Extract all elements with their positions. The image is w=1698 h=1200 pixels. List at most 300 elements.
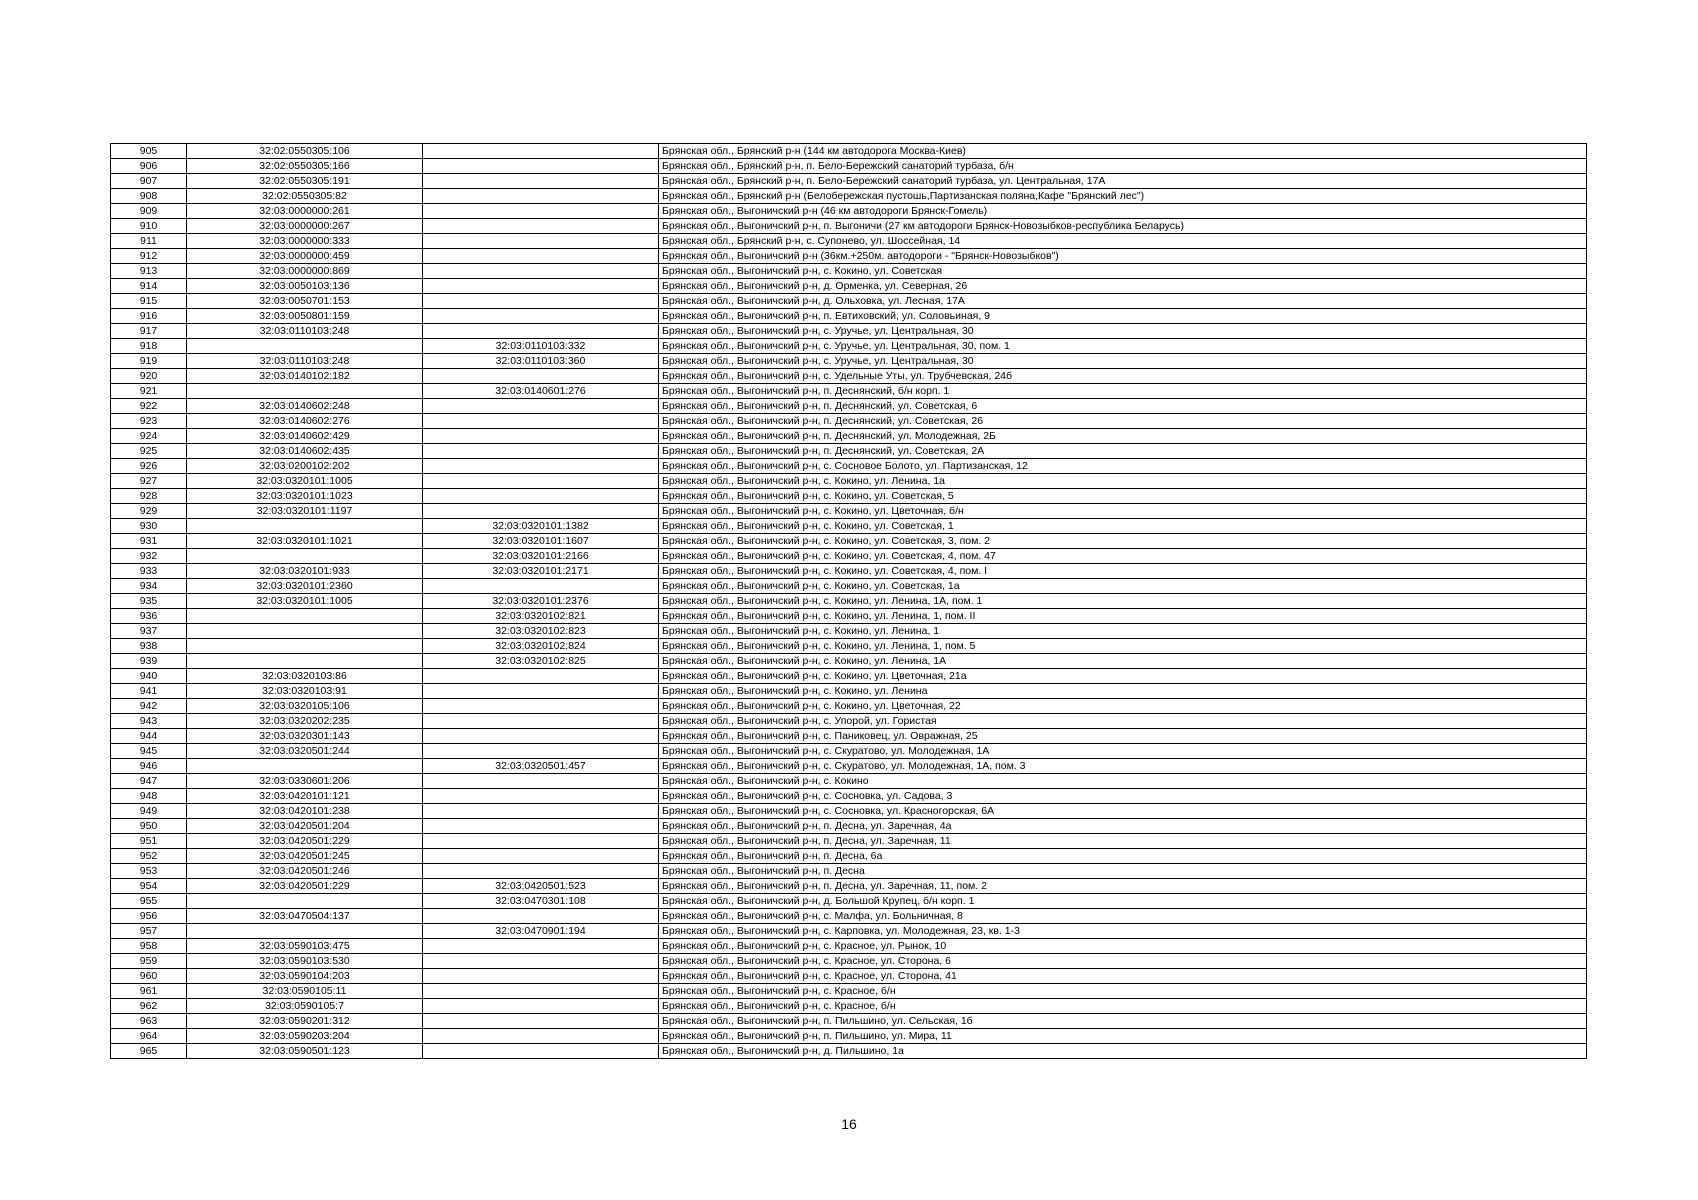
registry-table-body xyxy=(111,144,1587,1059)
cadastral-number-cell: 32:03:0000000:261 xyxy=(187,204,423,219)
row-number-cell: 947 xyxy=(111,774,187,789)
row-number-cell: 925 xyxy=(111,444,187,459)
table-row xyxy=(111,654,1587,669)
table-row xyxy=(111,699,1587,714)
row-number-cell: 934 xyxy=(111,579,187,594)
address-cell: Брянская обл., Выгоничский р-н, с. Кокино, ул. Ленина, 1 xyxy=(659,624,1587,639)
object-number-cell xyxy=(423,1044,659,1059)
cadastral-number-cell: 32:03:0320301:143 xyxy=(187,729,423,744)
cadastral-number-cell xyxy=(187,624,423,639)
address-cell: Брянская обл., Выгоничский р-н, с. Сосновка, ул. Садова, 3 xyxy=(659,789,1587,804)
cadastral-number-cell: 32:03:0590103:475 xyxy=(187,939,423,954)
address-cell: Брянская обл., Выгоничский р-н, с. Кокино xyxy=(659,774,1587,789)
address-cell: Брянская обл., Выгоничский р-н, с. Красное, б/н xyxy=(659,999,1587,1014)
address-cell: Брянская обл., Выгоничский р-н, п. Деснянский, ул. Советская, 2А xyxy=(659,444,1587,459)
cadastral-number-cell xyxy=(187,924,423,939)
address-cell: Брянская обл., Выгоничский р-н, с. Кокино, ул. Советская, 3, пом. 2 xyxy=(659,534,1587,549)
address-cell: Брянская обл., Выгоничский р-н, п. Деснянский, б/н корп. 1 xyxy=(659,384,1587,399)
row-number-cell: 935 xyxy=(111,594,187,609)
object-number-cell xyxy=(423,204,659,219)
table-row xyxy=(111,819,1587,834)
cadastral-number-cell: 32:03:0320103:91 xyxy=(187,684,423,699)
object-number-cell xyxy=(423,699,659,714)
object-number-cell: 32:03:0420501:523 xyxy=(423,879,659,894)
table-row xyxy=(111,729,1587,744)
address-cell: Брянская обл., Выгоничский р-н, п. Десна, 6а xyxy=(659,849,1587,864)
table-row xyxy=(111,474,1587,489)
cadastral-number-cell: 32:03:0590105:7 xyxy=(187,999,423,1014)
address-cell: Брянская обл., Выгоничский р-н, п. Деснянский, ул. Советская, 6 xyxy=(659,399,1587,414)
address-cell: Брянская обл., Выгоничский р-н, с. Кокино, ул. Ленина, 1, пом. II xyxy=(659,609,1587,624)
object-number-cell xyxy=(423,744,659,759)
row-number-cell: 945 xyxy=(111,744,187,759)
object-number-cell xyxy=(423,429,659,444)
cadastral-number-cell xyxy=(187,339,423,354)
address-cell: Брянская обл., Выгоничский р-н, с. Кокино, ул. Советская, 5 xyxy=(659,489,1587,504)
table-row xyxy=(111,789,1587,804)
address-cell: Брянская обл., Выгоничский р-н, п. Выгоничи (27 км автодороги Брянск-Новозыбков-республика Беларусь) xyxy=(659,219,1587,234)
row-number-cell: 909 xyxy=(111,204,187,219)
table-row xyxy=(111,414,1587,429)
cadastral-number-cell: 32:03:0140602:435 xyxy=(187,444,423,459)
row-number-cell: 961 xyxy=(111,984,187,999)
object-number-cell xyxy=(423,804,659,819)
row-number-cell: 937 xyxy=(111,624,187,639)
address-cell: Брянская обл., Выгоничский р-н, с. Кокино, ул. Советская, 4, пом. 47 xyxy=(659,549,1587,564)
table-row xyxy=(111,264,1587,279)
cadastral-number-cell: 32:03:0320101:1021 xyxy=(187,534,423,549)
object-number-cell xyxy=(423,1014,659,1029)
address-cell: Брянская обл., Брянский р-н, с. Супонево, ул. Шоссейная, 14 xyxy=(659,234,1587,249)
address-cell: Брянская обл., Выгоничский р-н, с. Кокино, ул. Цветочная, 21а xyxy=(659,669,1587,684)
table-row xyxy=(111,984,1587,999)
address-cell: Брянская обл., Выгоничский р-н, д. Пильшино, 1а xyxy=(659,1044,1587,1059)
table-row xyxy=(111,279,1587,294)
table-row xyxy=(111,444,1587,459)
cadastral-number-cell: 32:03:0110103:248 xyxy=(187,354,423,369)
object-number-cell xyxy=(423,684,659,699)
address-cell: Брянская обл., Выгоничский р-н, п. Десна xyxy=(659,864,1587,879)
row-number-cell: 941 xyxy=(111,684,187,699)
row-number-cell: 963 xyxy=(111,1014,187,1029)
cadastral-number-cell: 32:03:0140602:276 xyxy=(187,414,423,429)
cadastral-number-cell: 32:03:0420501:204 xyxy=(187,819,423,834)
row-number-cell: 905 xyxy=(111,144,187,159)
cadastral-number-cell: 32:03:0200102:202 xyxy=(187,459,423,474)
address-cell: Брянская обл., Выгоничский р-н, с. Уручье, ул. Центральная, 30 xyxy=(659,324,1587,339)
address-cell: Брянская обл., Выгоничский р-н, с. Кокино, ул. Ленина xyxy=(659,684,1587,699)
table-row xyxy=(111,549,1587,564)
address-cell: Брянская обл., Выгоничский р-н, с. Красное, ул. Рынок, 10 xyxy=(659,939,1587,954)
object-number-cell xyxy=(423,834,659,849)
table-row xyxy=(111,219,1587,234)
table-row xyxy=(111,564,1587,579)
cadastral-number-cell: 32:03:0320103:86 xyxy=(187,669,423,684)
cadastral-number-cell: 32:03:0000000:459 xyxy=(187,249,423,264)
cadastral-number-cell: 32:03:0590105:11 xyxy=(187,984,423,999)
table-row xyxy=(111,339,1587,354)
row-number-cell: 911 xyxy=(111,234,187,249)
address-cell: Брянская обл., Выгоничский р-н, с. Красное, ул. Сторона, 6 xyxy=(659,954,1587,969)
cadastral-number-cell: 32:03:0420501:229 xyxy=(187,834,423,849)
cadastral-number-cell: 32:03:0000000:869 xyxy=(187,264,423,279)
table-row xyxy=(111,369,1587,384)
table-row xyxy=(111,519,1587,534)
address-cell: Брянская обл., Выгоничский р-н, с. Упорой, ул. Гористая xyxy=(659,714,1587,729)
address-cell: Брянская обл., Выгоничский р-н, с. Кокино, ул. Советская xyxy=(659,264,1587,279)
cadastral-number-cell: 32:03:0050701:153 xyxy=(187,294,423,309)
address-cell: Брянская обл., Выгоничский р-н, с. Кокино, ул. Цветочная, 22 xyxy=(659,699,1587,714)
object-number-cell xyxy=(423,294,659,309)
object-number-cell xyxy=(423,474,659,489)
object-number-cell xyxy=(423,489,659,504)
address-cell: Брянская обл., Выгоничский р-н, с. Уручье, ул. Центральная, 30, пом. 1 xyxy=(659,339,1587,354)
object-number-cell xyxy=(423,234,659,249)
table-row xyxy=(111,459,1587,474)
object-number-cell xyxy=(423,249,659,264)
row-number-cell: 933 xyxy=(111,564,187,579)
object-number-cell: 32:03:0140601:276 xyxy=(423,384,659,399)
cadastral-number-cell xyxy=(187,639,423,654)
row-number-cell: 918 xyxy=(111,339,187,354)
object-number-cell xyxy=(423,159,659,174)
table-row xyxy=(111,864,1587,879)
address-cell: Брянская обл., Выгоничский р-н (46 км автодороги Брянск-Гомель) xyxy=(659,204,1587,219)
object-number-cell: 32:03:0320102:825 xyxy=(423,654,659,669)
row-number-cell: 924 xyxy=(111,429,187,444)
address-cell: Брянская обл., Брянский р-н, п. Бело-Бережский санаторий турбаза, ул. Центральная, 17А xyxy=(659,174,1587,189)
cadastral-number-cell xyxy=(187,894,423,909)
object-number-cell xyxy=(423,459,659,474)
row-number-cell: 958 xyxy=(111,939,187,954)
address-cell: Брянская обл., Брянский р-н (Белобережская пустошь,Партизанская поляна,Кафе "Брянский лес") xyxy=(659,189,1587,204)
row-number-cell: 927 xyxy=(111,474,187,489)
cadastral-number-cell: 32:03:0320101:1005 xyxy=(187,474,423,489)
table-row xyxy=(111,204,1587,219)
table-row xyxy=(111,744,1587,759)
row-number-cell: 936 xyxy=(111,609,187,624)
table-row xyxy=(111,624,1587,639)
address-cell: Брянская обл., Выгоничский р-н, п. Пильшино, ул. Мира, 11 xyxy=(659,1029,1587,1044)
cadastral-number-cell: 32:03:0000000:333 xyxy=(187,234,423,249)
object-number-cell xyxy=(423,939,659,954)
table-row xyxy=(111,159,1587,174)
cadastral-number-cell: 32:03:0420501:245 xyxy=(187,849,423,864)
object-number-cell xyxy=(423,279,659,294)
row-number-cell: 912 xyxy=(111,249,187,264)
row-number-cell: 952 xyxy=(111,849,187,864)
row-number-cell: 916 xyxy=(111,309,187,324)
row-number-cell: 923 xyxy=(111,414,187,429)
object-number-cell xyxy=(423,954,659,969)
table-row xyxy=(111,909,1587,924)
address-cell: Брянская обл., Выгоничский р-н, с. Скуратово, ул. Молодежная, 1А xyxy=(659,744,1587,759)
address-cell: Брянская обл., Выгоничский р-н, с. Кокино, ул. Цветочная, б/н xyxy=(659,504,1587,519)
address-cell: Брянская обл., Брянский р-н (144 км автодорога Москва-Киев) xyxy=(659,144,1587,159)
object-number-cell xyxy=(423,369,659,384)
page-number: 16 xyxy=(841,1116,857,1132)
object-number-cell xyxy=(423,909,659,924)
address-cell: Брянская обл., Выгоничский р-н, с. Удельные Уты, ул. Трубчевская, 24б xyxy=(659,369,1587,384)
cadastral-number-cell: 32:03:0330601:206 xyxy=(187,774,423,789)
table-row xyxy=(111,999,1587,1014)
row-number-cell: 929 xyxy=(111,504,187,519)
address-cell: Брянская обл., Выгоничский р-н, с. Уручье, ул. Центральная, 30 xyxy=(659,354,1587,369)
object-number-cell: 32:03:0320501:457 xyxy=(423,759,659,774)
object-number-cell xyxy=(423,219,659,234)
table-row xyxy=(111,714,1587,729)
object-number-cell: 32:03:0320101:1382 xyxy=(423,519,659,534)
object-number-cell: 32:03:0110103:360 xyxy=(423,354,659,369)
object-number-cell xyxy=(423,984,659,999)
address-cell: Брянская обл., Выгоничский р-н, п. Евтиховский, ул. Соловьиная, 9 xyxy=(659,309,1587,324)
cadastral-number-cell: 32:03:0320101:2360 xyxy=(187,579,423,594)
object-number-cell xyxy=(423,504,659,519)
row-number-cell: 919 xyxy=(111,354,187,369)
table-row xyxy=(111,534,1587,549)
cadastral-number-cell: 32:02:0550305:106 xyxy=(187,144,423,159)
cadastral-number-cell: 32:03:0140602:429 xyxy=(187,429,423,444)
cadastral-number-cell: 32:03:0140602:248 xyxy=(187,399,423,414)
object-number-cell xyxy=(423,774,659,789)
cadastral-number-cell: 32:03:0320105:106 xyxy=(187,699,423,714)
registry-table xyxy=(110,143,1587,1059)
table-row xyxy=(111,954,1587,969)
row-number-cell: 954 xyxy=(111,879,187,894)
object-number-cell xyxy=(423,969,659,984)
object-number-cell: 32:03:0320101:2376 xyxy=(423,594,659,609)
object-number-cell xyxy=(423,264,659,279)
table-row xyxy=(111,1029,1587,1044)
table-row xyxy=(111,759,1587,774)
table-row xyxy=(111,924,1587,939)
row-number-cell: 946 xyxy=(111,759,187,774)
object-number-cell xyxy=(423,1029,659,1044)
table-row xyxy=(111,489,1587,504)
table-row xyxy=(111,234,1587,249)
table-row xyxy=(111,639,1587,654)
row-number-cell: 940 xyxy=(111,669,187,684)
row-number-cell: 914 xyxy=(111,279,187,294)
cadastral-number-cell: 32:03:0050801:159 xyxy=(187,309,423,324)
row-number-cell: 932 xyxy=(111,549,187,564)
object-number-cell xyxy=(423,324,659,339)
cadastral-number-cell: 32:03:0590103:530 xyxy=(187,954,423,969)
address-cell: Брянская обл., Выгоничский р-н, п. Деснянский, ул. Советская, 26 xyxy=(659,414,1587,429)
address-cell: Брянская обл., Выгоничский р-н, с. Малфа, ул. Больничная, 8 xyxy=(659,909,1587,924)
address-cell: Брянская обл., Выгоничский р-н, п. Пильшино, ул. Сельская, 1б xyxy=(659,1014,1587,1029)
cadastral-number-cell: 32:02:0550305:166 xyxy=(187,159,423,174)
table-row xyxy=(111,174,1587,189)
object-number-cell: 32:03:0320102:824 xyxy=(423,639,659,654)
table-row xyxy=(111,609,1587,624)
address-cell: Брянская обл., Выгоничский р-н, с. Красное, ул. Сторона, 41 xyxy=(659,969,1587,984)
cadastral-number-cell: 32:03:0420101:238 xyxy=(187,804,423,819)
row-number-cell: 955 xyxy=(111,894,187,909)
address-cell: Брянская обл., Выгоничский р-н (36км.+250м. автодороги - "Брянск-Новозыбков") xyxy=(659,249,1587,264)
object-number-cell xyxy=(423,399,659,414)
object-number-cell xyxy=(423,669,659,684)
object-number-cell: 32:03:0470301:108 xyxy=(423,894,659,909)
table-row xyxy=(111,894,1587,909)
object-number-cell xyxy=(423,174,659,189)
object-number-cell xyxy=(423,864,659,879)
address-cell: Брянская обл., Выгоничский р-н, с. Кокино, ул. Советская, 4, пом. I xyxy=(659,564,1587,579)
cadastral-number-cell: 32:03:0590104:203 xyxy=(187,969,423,984)
row-number-cell: 964 xyxy=(111,1029,187,1044)
row-number-cell: 962 xyxy=(111,999,187,1014)
address-cell: Брянская обл., Выгоничский р-н, с. Паниковец, ул. Овражная, 25 xyxy=(659,729,1587,744)
row-number-cell: 938 xyxy=(111,639,187,654)
cadastral-number-cell: 32:03:0320101:933 xyxy=(187,564,423,579)
table-row xyxy=(111,939,1587,954)
table-row xyxy=(111,384,1587,399)
row-number-cell: 949 xyxy=(111,804,187,819)
row-number-cell: 931 xyxy=(111,534,187,549)
object-number-cell xyxy=(423,999,659,1014)
table-row xyxy=(111,684,1587,699)
table-row xyxy=(111,144,1587,159)
object-number-cell xyxy=(423,189,659,204)
row-number-cell: 939 xyxy=(111,654,187,669)
row-number-cell: 960 xyxy=(111,969,187,984)
address-cell: Брянская обл., Выгоничский р-н, с. Кокино, ул. Ленина, 1, пом. 5 xyxy=(659,639,1587,654)
row-number-cell: 910 xyxy=(111,219,187,234)
object-number-cell: 32:03:0320101:1607 xyxy=(423,534,659,549)
row-number-cell: 917 xyxy=(111,324,187,339)
row-number-cell: 957 xyxy=(111,924,187,939)
cadastral-number-cell: 32:03:0320101:1023 xyxy=(187,489,423,504)
object-number-cell xyxy=(423,819,659,834)
row-number-cell: 906 xyxy=(111,159,187,174)
cadastral-number-cell: 32:03:0420501:229 xyxy=(187,879,423,894)
cadastral-number-cell xyxy=(187,384,423,399)
table-row xyxy=(111,579,1587,594)
address-cell: Брянская обл., Выгоничский р-н, с. Кокино, ул. Советская, 1 xyxy=(659,519,1587,534)
address-cell: Брянская обл., Выгоничский р-н, п. Десна, ул. Заречная, 11, пом. 2 xyxy=(659,879,1587,894)
object-number-cell: 32:03:0320102:823 xyxy=(423,624,659,639)
address-cell: Брянская обл., Выгоничский р-н, п. Десна, ул. Заречная, 11 xyxy=(659,834,1587,849)
cadastral-number-cell: 32:02:0550305:82 xyxy=(187,189,423,204)
cadastral-number-cell: 32:03:0420501:246 xyxy=(187,864,423,879)
address-cell: Брянская обл., Брянский р-н, п. Бело-Бережский санаторий турбаза, б/н xyxy=(659,159,1587,174)
table-row xyxy=(111,189,1587,204)
row-number-cell: 943 xyxy=(111,714,187,729)
table-row xyxy=(111,249,1587,264)
cadastral-number-cell: 32:02:0550305:191 xyxy=(187,174,423,189)
cadastral-number-cell xyxy=(187,654,423,669)
address-cell: Брянская обл., Выгоничский р-н, д. Большой Крупец, б/н корп. 1 xyxy=(659,894,1587,909)
address-cell: Брянская обл., Выгоничский р-н, д. Ольховка, ул. Лесная, 17А xyxy=(659,294,1587,309)
row-number-cell: 915 xyxy=(111,294,187,309)
table-row xyxy=(111,834,1587,849)
object-number-cell xyxy=(423,414,659,429)
cadastral-number-cell xyxy=(187,609,423,624)
object-number-cell xyxy=(423,714,659,729)
row-number-cell: 922 xyxy=(111,399,187,414)
cadastral-number-cell xyxy=(187,549,423,564)
cadastral-number-cell: 32:03:0320101:1005 xyxy=(187,594,423,609)
cadastral-number-cell xyxy=(187,759,423,774)
row-number-cell: 948 xyxy=(111,789,187,804)
cadastral-number-cell: 32:03:0320101:1197 xyxy=(187,504,423,519)
cadastral-number-cell: 32:03:0590501:123 xyxy=(187,1044,423,1059)
row-number-cell: 920 xyxy=(111,369,187,384)
row-number-cell: 959 xyxy=(111,954,187,969)
address-cell: Брянская обл., Выгоничский р-н, с. Кокино, ул. Ленина, 1А, пом. 1 xyxy=(659,594,1587,609)
address-cell: Брянская обл., Выгоничский р-н, с. Сосновое Болото, ул. Партизанская, 12 xyxy=(659,459,1587,474)
address-cell: Брянская обл., Выгоничский р-н, п. Деснянский, ул. Молодежная, 2Б xyxy=(659,429,1587,444)
row-number-cell: 913 xyxy=(111,264,187,279)
address-cell: Брянская обл., Выгоничский р-н, с. Кокино, ул. Ленина, 1А xyxy=(659,654,1587,669)
row-number-cell: 907 xyxy=(111,174,187,189)
address-cell: Брянская обл., Выгоничский р-н, с. Кокино, ул. Советская, 1а xyxy=(659,579,1587,594)
cadastral-number-cell: 32:03:0420101:121 xyxy=(187,789,423,804)
cadastral-number-cell: 32:03:0590203:204 xyxy=(187,1029,423,1044)
table-row xyxy=(111,399,1587,414)
table-row xyxy=(111,879,1587,894)
object-number-cell xyxy=(423,144,659,159)
address-cell: Брянская обл., Выгоничский р-н, д. Орменка, ул. Северная, 26 xyxy=(659,279,1587,294)
address-cell: Брянская обл., Выгоничский р-н, с. Кокино, ул. Ленина, 1а xyxy=(659,474,1587,489)
cadastral-number-cell: 32:03:0470504:137 xyxy=(187,909,423,924)
table-row xyxy=(111,969,1587,984)
row-number-cell: 965 xyxy=(111,1044,187,1059)
cadastral-number-cell: 32:03:0140102:182 xyxy=(187,369,423,384)
table-row xyxy=(111,594,1587,609)
address-cell: Брянская обл., Выгоничский р-н, с. Карповка, ул. Молодежная, 23, кв. 1-3 xyxy=(659,924,1587,939)
object-number-cell: 32:03:0320102:821 xyxy=(423,609,659,624)
table-row xyxy=(111,774,1587,789)
row-number-cell: 928 xyxy=(111,489,187,504)
row-number-cell: 950 xyxy=(111,819,187,834)
row-number-cell: 930 xyxy=(111,519,187,534)
object-number-cell: 32:03:0110103:332 xyxy=(423,339,659,354)
table-row xyxy=(111,504,1587,519)
row-number-cell: 944 xyxy=(111,729,187,744)
object-number-cell xyxy=(423,579,659,594)
table-row xyxy=(111,429,1587,444)
table-row xyxy=(111,354,1587,369)
row-number-cell: 953 xyxy=(111,864,187,879)
object-number-cell xyxy=(423,309,659,324)
address-cell: Брянская обл., Выгоничский р-н, с. Красное, б/н xyxy=(659,984,1587,999)
table-row xyxy=(111,1014,1587,1029)
object-number-cell: 32:03:0470901:194 xyxy=(423,924,659,939)
row-number-cell: 921 xyxy=(111,384,187,399)
row-number-cell: 956 xyxy=(111,909,187,924)
cadastral-number-cell: 32:03:0320501:244 xyxy=(187,744,423,759)
table-row xyxy=(111,804,1587,819)
row-number-cell: 908 xyxy=(111,189,187,204)
row-number-cell: 951 xyxy=(111,834,187,849)
object-number-cell: 32:03:0320101:2166 xyxy=(423,549,659,564)
table-row xyxy=(111,324,1587,339)
table-row xyxy=(111,309,1587,324)
cadastral-number-cell: 32:03:0110103:248 xyxy=(187,324,423,339)
table-row xyxy=(111,294,1587,309)
table-row xyxy=(111,1044,1587,1059)
object-number-cell xyxy=(423,789,659,804)
object-number-cell xyxy=(423,444,659,459)
cadastral-number-cell: 32:03:0590201:312 xyxy=(187,1014,423,1029)
address-cell: Брянская обл., Выгоничский р-н, п. Десна, ул. Заречная, 4а xyxy=(659,819,1587,834)
row-number-cell: 942 xyxy=(111,699,187,714)
object-number-cell xyxy=(423,729,659,744)
row-number-cell: 926 xyxy=(111,459,187,474)
cadastral-number-cell: 32:03:0050103:136 xyxy=(187,279,423,294)
cadastral-number-cell xyxy=(187,519,423,534)
